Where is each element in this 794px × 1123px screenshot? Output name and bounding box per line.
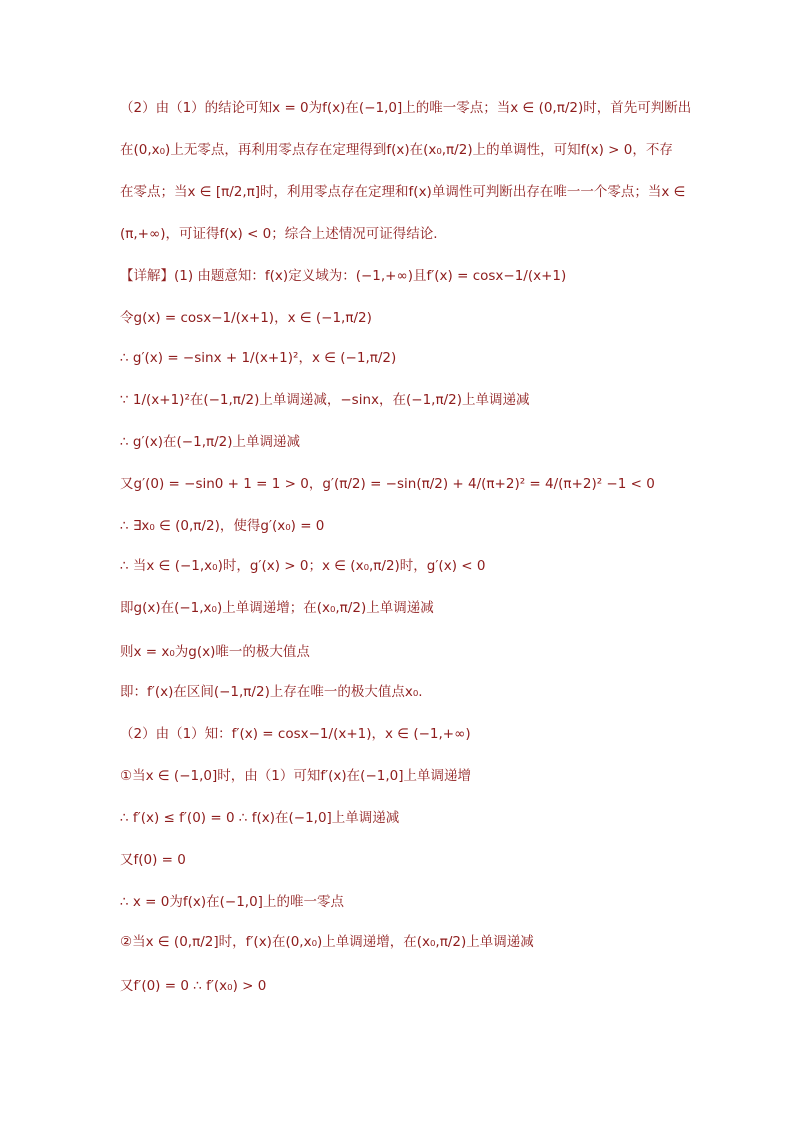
text-line: ∴ ∃x₀ ∈ (0,π/2)，使得g′(x₀) = 0 bbox=[120, 518, 325, 534]
text-line: 又f′(0) = 0 ∴ f′(x₀) > 0 bbox=[120, 978, 267, 994]
text-line: ∴ g′(x) = −sinx + 1/(x+1)²，x ∈ (−1,π/2) bbox=[120, 350, 397, 366]
text-line: ①当x ∈ (−1,0]时，由（1）可知f′(x)在(−1,0]上单调递增 bbox=[120, 768, 471, 784]
text-line: 【详解】(1) 由题意知：f(x)定义域为：(−1,+∞)且f′(x) = cosx−1/(x+1) bbox=[120, 268, 567, 284]
text-line: ②当x ∈ (0,π/2]时，f′(x)在(0,x₀)上单调递增，在(x₀,π/2)上单调递减 bbox=[120, 934, 534, 950]
text-line: ∵ 1/(x+1)²在(−1,π/2)上单调递减，−sinx，在(−1,π/2)上单调递减 bbox=[120, 392, 530, 408]
text-line: ∴ g′(x)在(−1,π/2)上单调递减 bbox=[120, 434, 301, 450]
text-line: 在(0,x₀)上无零点，再利用零点存在定理得到f(x)在(x₀,π/2)上的单调性，可知f(x) > 0，不存 bbox=[120, 142, 673, 158]
text-line: （2）由（1）知：f′(x) = cosx−1/(x+1)，x ∈ (−1,+∞) bbox=[120, 726, 471, 742]
text-line: ∴ x = 0为f(x)在(−1,0]上的唯一零点 bbox=[120, 894, 344, 910]
text-line: （2）由（1）的结论可知x = 0为f(x)在(−1,0]上的唯一零点；当x ∈ (0,π/2)时，首先可判断出 bbox=[120, 100, 692, 116]
text-line: ∴ 当x ∈ (−1,x₀)时，g′(x) > 0；x ∈ (x₀,π/2)时，g′(x) < 0 bbox=[120, 558, 486, 574]
text-line: (π,+∞)，可证得f(x) < 0；综合上述情况可证得结论. bbox=[120, 226, 438, 242]
text-line: 又g′(0) = −sin0 + 1 = 1 > 0，g′(π/2) = −sin(π/2) + 4/(π+2)² = 4/(π+2)² −1 < 0 bbox=[120, 476, 655, 492]
text-line: 即：f′(x)在区间(−1,π/2)上存在唯一的极大值点x₀. bbox=[120, 684, 423, 700]
text-line: 又f(0) = 0 bbox=[120, 852, 186, 868]
text-line: 即g(x)在(−1,x₀)上单调递增；在(x₀,π/2)上单调递减 bbox=[120, 600, 434, 616]
text-line: 令g(x) = cosx−1/(x+1)，x ∈ (−1,π/2) bbox=[120, 310, 372, 326]
text-line: ∴ f′(x) ≤ f′(0) = 0 ∴ f(x)在(−1,0]上单调递减 bbox=[120, 810, 400, 826]
text-line: 在零点；当x ∈ [π/2,π]时，利用零点存在定理和f(x)单调性可判断出存在唯一一个零点；当x ∈ bbox=[120, 184, 686, 200]
text-line: 则x = x₀为g(x)唯一的极大值点 bbox=[120, 644, 310, 660]
